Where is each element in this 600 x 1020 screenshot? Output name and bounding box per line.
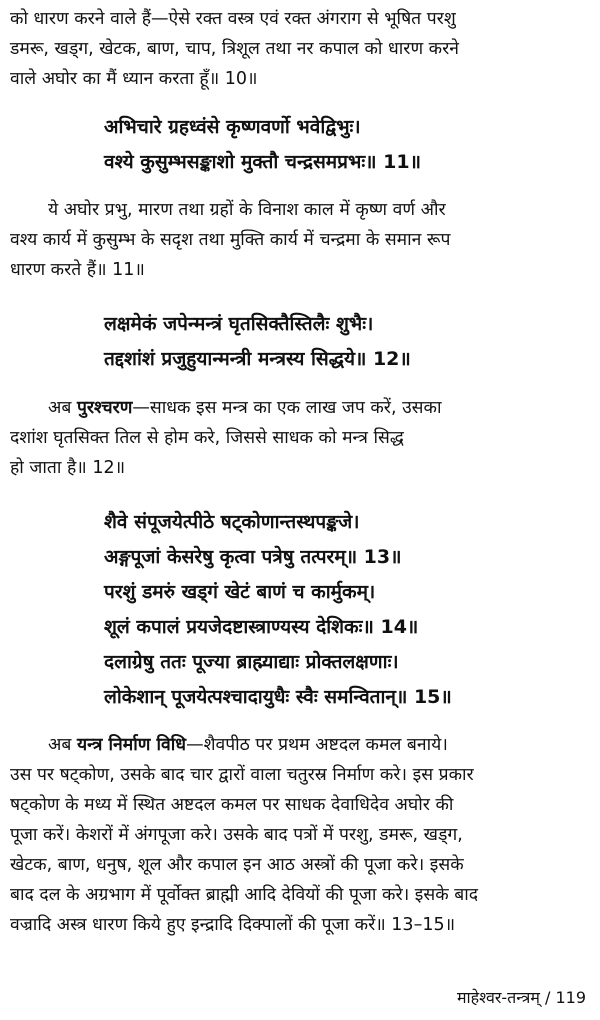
- verse-line: दलाग्रेषु ततः पूज्या ब्राह्म्याद्याः प्रोक्तलक्षणाः।: [104, 651, 399, 673]
- sanskrit-verses-13-15: [104, 505, 574, 715]
- paragraph-verse-11-translation: [10, 195, 588, 285]
- paragraph-yantra-nirman: [10, 730, 588, 940]
- page-footer: माहेश्वर-तन्त्रम् / 119: [456, 988, 586, 1007]
- text-line: उस पर षट्कोण, उसके बाद चार द्वारों वाला चतुरस्र निर्माण करे। इस प्रकार: [10, 765, 474, 785]
- text-line: को धारण करने वाले हैं—ऐसे रक्त वस्त्र एवं रक्त अंगराग से भूषित परशु: [10, 9, 456, 29]
- section-heading-purashcharan: पुरश्चरण: [76, 398, 133, 418]
- text-run: —शैवपीठ पर प्रथम अष्टदल कमल बनाये।: [186, 735, 448, 755]
- text-run: अब: [48, 735, 77, 755]
- verse-line: अङ्गपूजां केसरेषु कृत्वा पत्रेषु तत्परम्॥ 13॥: [104, 546, 402, 568]
- text-line: डमरू, खड्ग, खेटक, बाण, चाप, त्रिशूल तथा नर कपाल को धारण करने: [10, 39, 459, 59]
- verse-line: शैवे संपूजयेत्पीठे षट्कोणान्तस्थपङ्कजे।: [104, 511, 360, 533]
- verse-line: लोकेशान् पूजयेत्पश्चादायुधैः स्वैः समन्वितान्॥ 15॥: [104, 686, 452, 708]
- text-line: ये अघोर प्रभु, मारण तथा ग्रहों के विनाश काल में कृष्ण वर्ण और: [48, 200, 446, 220]
- text-line: वज्रादि अस्त्र धारण किये हुए इन्द्रादि दिक्पालों की पूजा करें॥ 13–15॥: [10, 915, 456, 935]
- verse-line: लक्षमेकं जपेन्मन्त्रं घृतसिक्तैस्तिलैः शुभैः।: [104, 313, 374, 335]
- sanskrit-verse-11: [104, 110, 574, 180]
- text-line: [10, 730, 588, 760]
- sanskrit-verse-12: [104, 307, 574, 377]
- text-line: हो जाता है॥ 12॥: [10, 458, 126, 478]
- verse-line: वश्ये कुसुम्भसङ्काशो मुक्तौ चन्द्रसमप्रभः॥ 11॥: [104, 151, 421, 173]
- text-line: [10, 393, 588, 423]
- paragraph-verse-10-translation: [10, 4, 588, 94]
- text-line: वश्य कार्य में कुसुम्भ के सदृश तथा मुक्ति कार्य में चन्द्रमा के समान रूप: [10, 230, 451, 250]
- text-line: दशांश घृतसिक्त तिल से होम करे, जिससे साधक को मन्त्र सिद्ध: [10, 428, 404, 448]
- text-line: बाद दल के अग्रभाग में पूर्वोक्त ब्राह्मी आदि देवियों की पूजा करे। इसके बाद: [10, 885, 479, 905]
- text-line: वाले अघोर का मैं ध्यान करता हूँ॥ 10॥: [10, 69, 258, 89]
- text-line: पूजा करें। केशरों में अंगपूजा करे। उसके बाद पत्रों में परशु, डमरू, खड्ग,: [10, 825, 463, 845]
- verse-line: परशुं डमरुं खड्गं खेटं बाणं च कार्मुकम्।: [104, 581, 376, 603]
- text-line: षट्कोण के मध्य में स्थित अष्टदल कमल पर साधक देवाधिदेव अघोर की: [10, 795, 454, 815]
- verse-line: तद्दशांशं प्रजुहुयान्मन्त्री मन्त्रस्य सिद्धये॥ 12॥: [104, 348, 411, 370]
- text-line: धारण करते हैं॥ 11॥: [10, 260, 145, 280]
- verse-line: अभिचारे ग्रहध्वंसे कृष्णवर्णो भवेद्विभुः।: [104, 116, 361, 138]
- text-run: —साधक इस मन्त्र का एक लाख जप करें, उसका: [132, 398, 442, 418]
- section-heading-yantra-nirman: यन्त्र निर्माण विधि: [76, 735, 187, 755]
- paragraph-purashcharan: [10, 393, 588, 483]
- verse-line: शूलं कपालं प्रयजेदष्टास्त्राण्यस्य देशिकः॥ 14॥: [104, 616, 419, 638]
- text-run: अब: [48, 398, 77, 418]
- text-line: खेटक, बाण, धनुष, शूल और कपाल इन आठ अस्त्रों की पूजा करे। इसके: [10, 855, 464, 875]
